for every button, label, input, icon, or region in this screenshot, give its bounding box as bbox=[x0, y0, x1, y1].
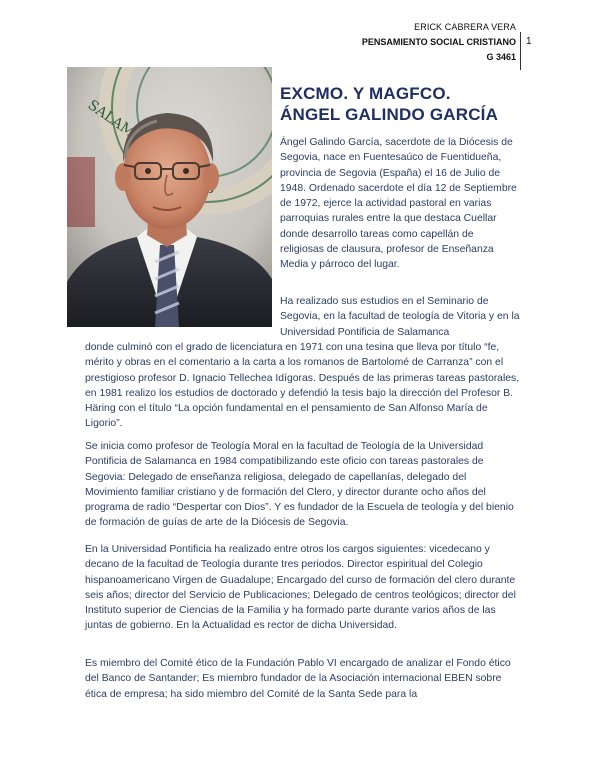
paragraph-biography-intro: Ángel Galindo García, sacerdote de la Diócesis de Segovia, nace en Fuentesaúco de Fuentidueña, provincia de Segovia (España) el 16 de Julio de 1948. Ordenado sacerdote el día 12 de Septiembre de 1972, ejerce la actividad pastoral en varias parroquias rurales entre la que destaca Cuellar donde desarrollo tareas como capellán de religiosas de clausura, profesor de Enseñanza Media y párroco del lugar. bbox=[280, 137, 517, 271]
title-line-2: ÁNGEL GALINDO GARCÍA bbox=[280, 105, 499, 124]
page-number: 1 bbox=[526, 36, 532, 47]
header-course: PENSAMIENTO SOCIAL CRISTIANO bbox=[361, 37, 516, 47]
page-title bbox=[280, 83, 540, 125]
paragraph-teaching: Se inicia como profesor de Teología Moral en la facultad de Teología de la Universidad Pontificia de Salamanca en 1984 compatibilizando este oficio con tareas pastorales de Segovia: Delegado de enseñanza religiosa, delegado de capellanías, delegado del Movimiento familiar cristiano y de formación del Clero, y director durante ocho años del programa de radio “Despertar con Dios”. Y es fundador de la Escuela de teología y del bienio de formación de guías de arte de la Diócesis de Segovia. bbox=[85, 441, 514, 529]
paragraph-studies-continued: donde culminó con el grado de licenciatura en 1971 con una tesina que lleva por título “fe, mérito y obras en el comentario a la carta a los romanos de Bartolomé de Carranza” con el prestigioso profesor D. Ignacio Tellechea Idígoras. Después de las primeras tareas pastorales, en 1981 realizo los estudios de doctorado y defendió la tesis bajo la dirección del Profesor B. Häring con el título “La opción fundamental en el pensamiento de San Alfonso María de Ligorio”. bbox=[85, 342, 520, 430]
portrait-illustration bbox=[67, 67, 272, 327]
header-group: G 3461 bbox=[486, 52, 516, 62]
page-header bbox=[362, 20, 516, 65]
paragraph-studies-start: Ha realizado sus estudios en el Seminario de Segovia, en la facultad de teología de Vitoria y en la Universidad Pontificia de Salamanca bbox=[280, 296, 520, 338]
paragraph-committees: Es miembro del Comité ético de la Fundación Pablo VI encargado de analizar el Fondo ético del Banco de Santander; Es miembro fundador de la Asociación internacional EBEN sobre ética de empresa; ha sido miembro del Comité de la Santa Sede para la bbox=[85, 658, 511, 700]
title-line-1: EXCMO. Y MAGFCO. bbox=[280, 84, 451, 103]
paragraph-university-roles: En la Universidad Pontificia ha realizado entre otros los cargos siguientes: vicedecano y decano de la facultad de Teología durante tres periodos. Director espiritual del Colegio hispanoamericano Virgen de Guadalupe; Encargado del curso de formación del clero durante seis años; director del Servicio de Publicaciones; Delegado de centros teológicos; director del Instituto superior de Ciencias de la Familia y ha formado parte durante varios años de las juntas de gobierno. En la Actualidad es rector de dicha Universidad. bbox=[85, 544, 516, 632]
seal-lettering: SALAMANCA bbox=[84, 97, 174, 166]
header-divider bbox=[520, 32, 521, 70]
portrait-photo bbox=[67, 67, 272, 327]
header-author: ERICK CABRERA VERA bbox=[414, 22, 516, 32]
